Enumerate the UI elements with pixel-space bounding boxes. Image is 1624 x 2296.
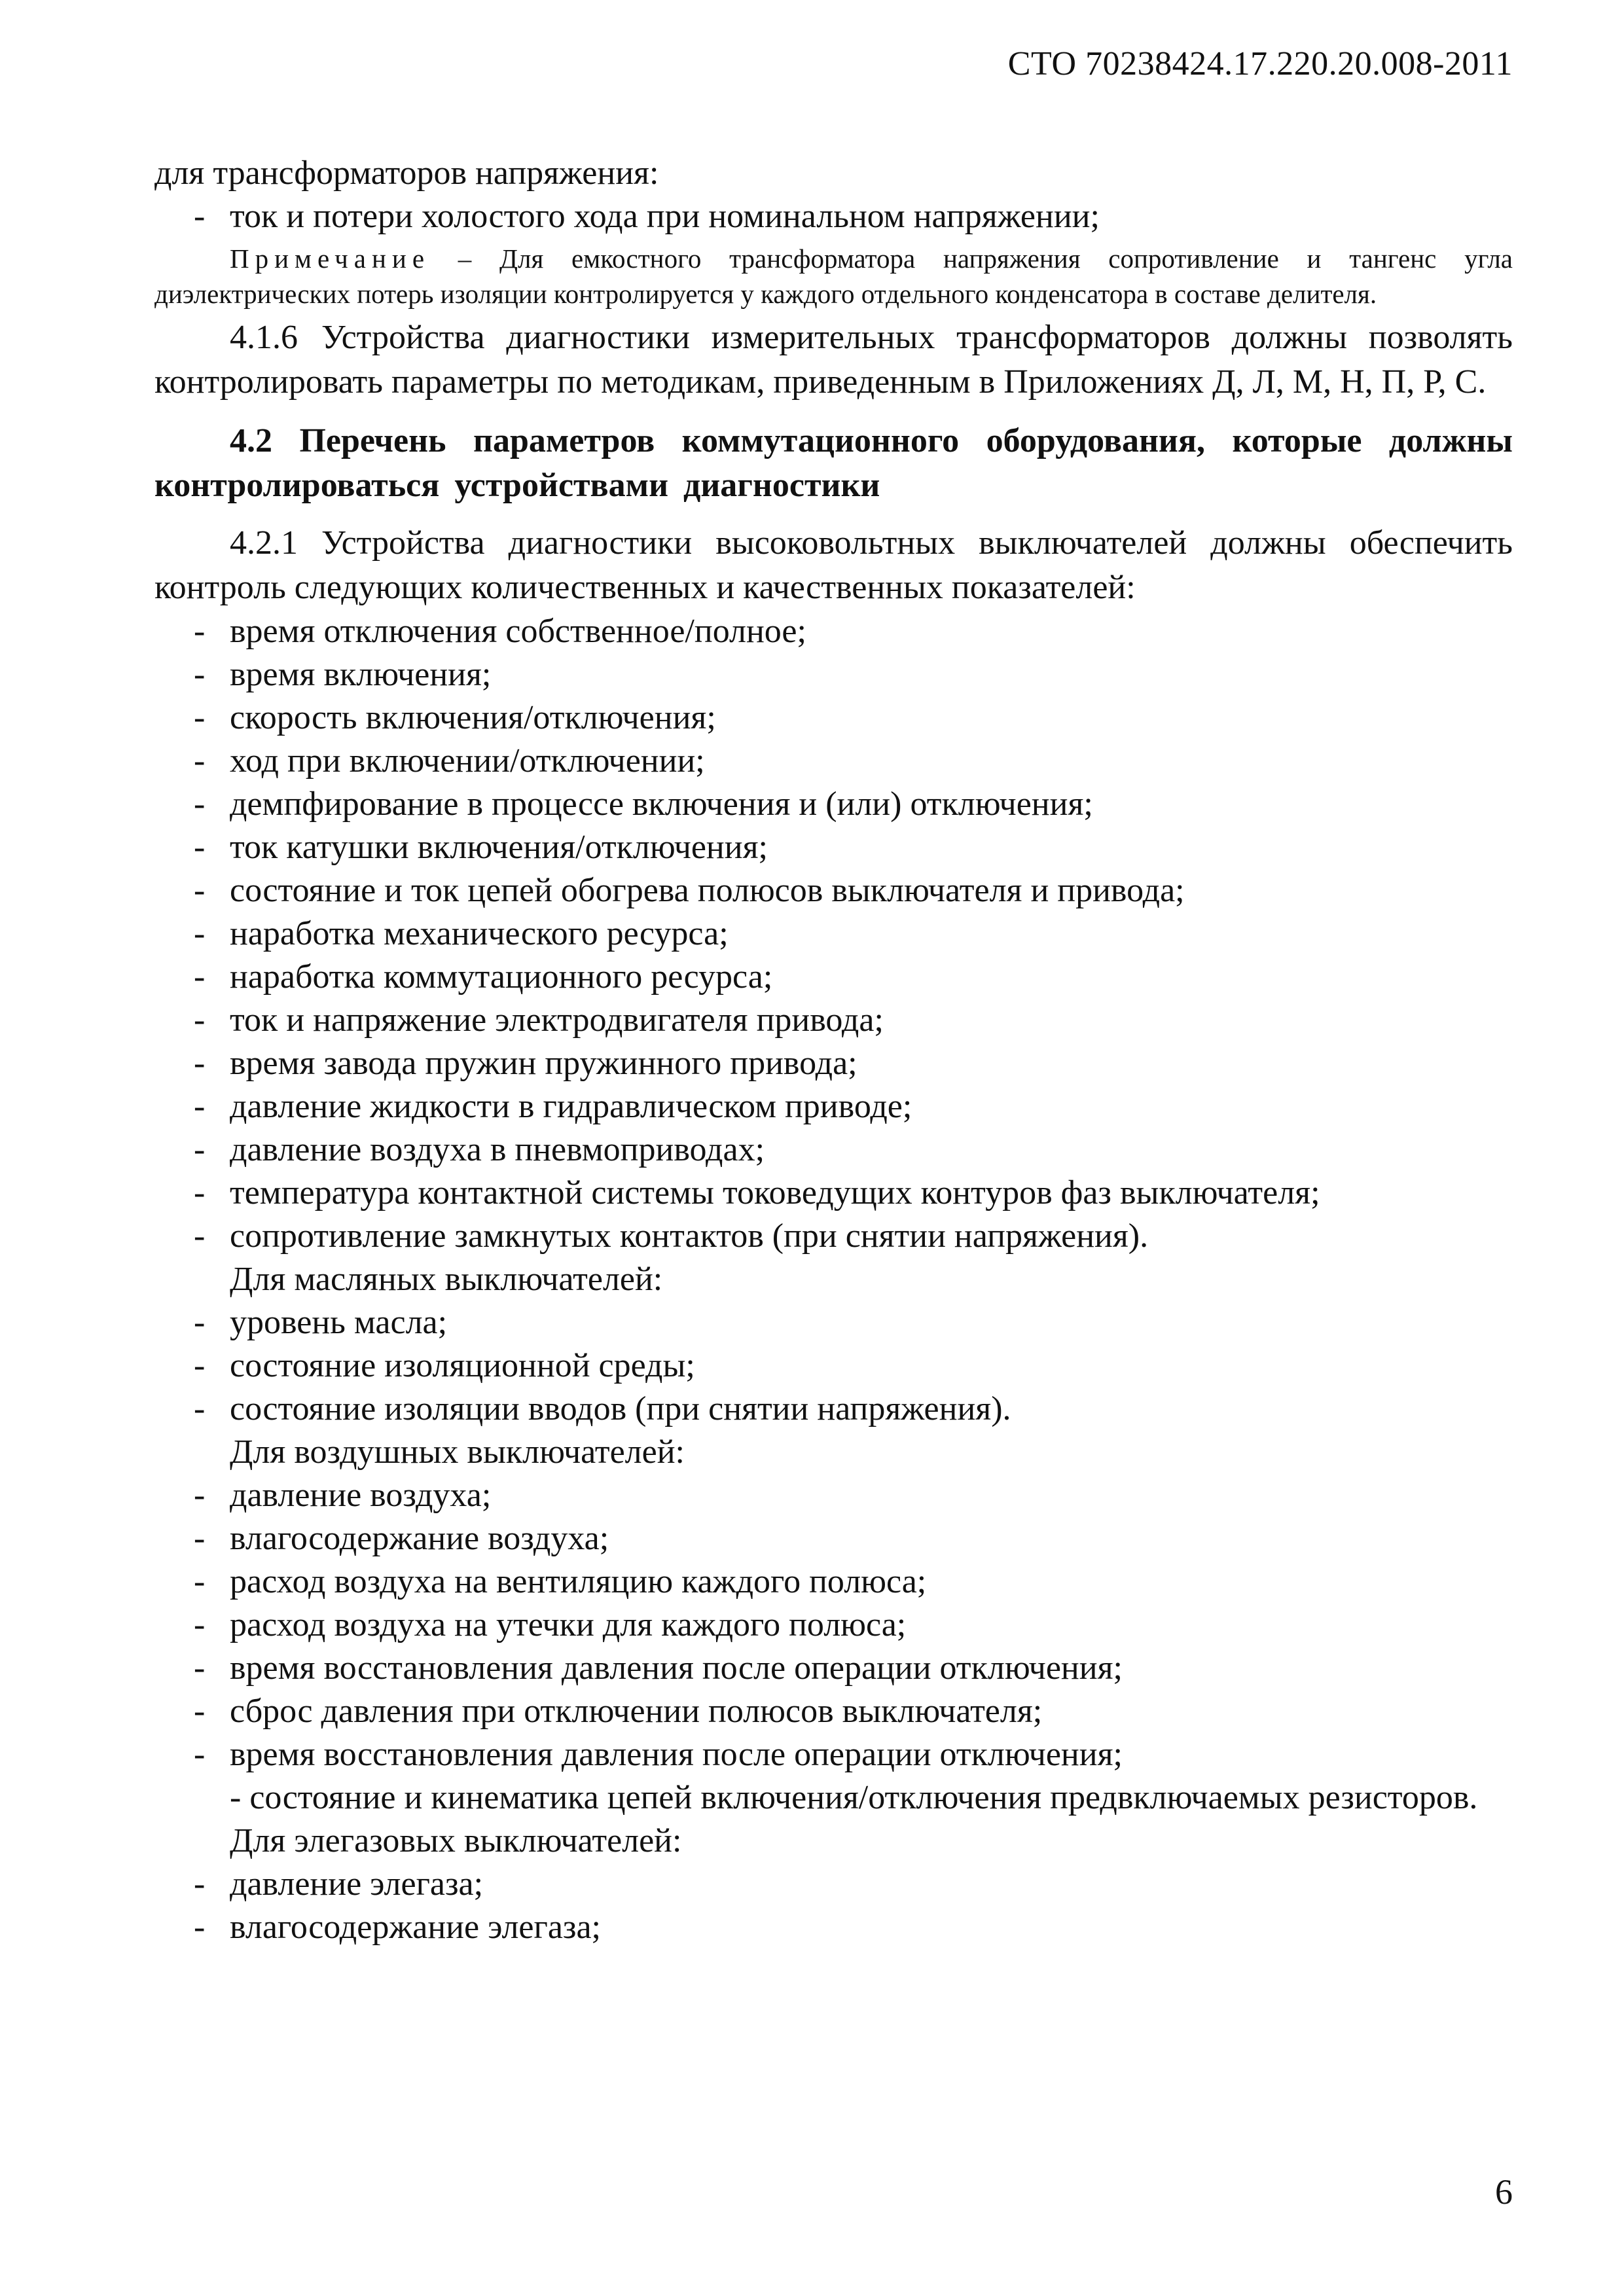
list-item: - уровень масла; bbox=[154, 1301, 1513, 1344]
air-breakers-last-item: - состояние и кинематика цепей включения/отключения предвключаемых резисторов. bbox=[230, 1779, 1478, 1816]
list-item: - время отключения собственное/полное; bbox=[154, 610, 1513, 653]
note-paragraph bbox=[154, 241, 1513, 312]
clause-text: Устройства диагностики измерительных трансформаторов должны позволять контролировать параметры по методикам, приведенным в Приложениях Д, Л, М, Н, П, Р, С. bbox=[154, 319, 1513, 401]
list-item: - ток и напряжение электродвигателя привода; bbox=[154, 999, 1513, 1042]
list-item: - время включения; bbox=[154, 653, 1513, 696]
list-item: - состояние и ток цепей обогрева полюсов выключателя и привода; bbox=[154, 869, 1513, 912]
list-item: - ток катушки включения/отключения; bbox=[154, 826, 1513, 869]
page-number: 6 bbox=[1495, 2172, 1513, 2212]
list-item: - сопротивление замкнутых контактов (при снятии напряжения). bbox=[154, 1215, 1513, 1258]
air-breakers-lead: Для воздушных выключателей: bbox=[230, 1433, 685, 1471]
air-breakers-list bbox=[154, 1474, 1513, 1776]
oil-breakers-lead: Для масляных выключателей: bbox=[230, 1261, 663, 1298]
list-item: - время восстановления давления после операции отключения; bbox=[154, 1647, 1513, 1690]
note-label: Примечание bbox=[230, 243, 431, 274]
clause-4-1-6 bbox=[154, 315, 1513, 404]
note-text: – Для емкостного трансформатора напряжения сопротивление и тангенс угла диэлектрических потерь изоляции контролируется у каждого отдельного конденсатора в составе делителя. bbox=[154, 243, 1513, 309]
oil-breakers-list bbox=[154, 1301, 1513, 1431]
list-item: - наработка механического ресурса; bbox=[154, 912, 1513, 956]
list-item: - давление элегаза; bbox=[154, 1863, 1513, 1906]
page-content bbox=[154, 152, 1513, 1949]
clause-number: 4.2.1 bbox=[230, 524, 298, 562]
list-item: - температура контактной системы токоведущих контуров фаз выключателя; bbox=[154, 1172, 1513, 1215]
list-item: - состояние изоляционной среды; bbox=[154, 1344, 1513, 1388]
clause-4-2-1 bbox=[154, 521, 1513, 610]
sf6-breakers-lead: Для элегазовых выключателей: bbox=[230, 1822, 682, 1859]
list-item: - состояние изоляции вводов (при снятии напряжения). bbox=[154, 1388, 1513, 1431]
list-item: - демпфирование в процессе включения и (или) отключения; bbox=[154, 783, 1513, 826]
clause-number: 4.1.6 bbox=[230, 319, 298, 356]
section-heading-4-2: 4.2 Перечень параметров коммутационного оборудования, которые должны контролироваться устройствами диагностики bbox=[154, 422, 1513, 504]
list-item: - время завода пружин пружинного привода; bbox=[154, 1042, 1513, 1085]
list-item: - влагосодержание элегаза; bbox=[154, 1906, 1513, 1949]
list-item: - расход воздуха на вентиляцию каждого полюса; bbox=[154, 1560, 1513, 1604]
breaker-parameters-list bbox=[154, 610, 1513, 1258]
voltage-transformers-list bbox=[154, 195, 1513, 238]
list-item: - давление жидкости в гидравлическом приводе; bbox=[154, 1085, 1513, 1128]
list-item: - сброс давления при отключении полюсов выключателя; bbox=[154, 1690, 1513, 1733]
clause-text: Устройства диагностики высоковольтных выключателей должны обеспечить контроль следующих количественных и качественных показателей: bbox=[154, 524, 1513, 606]
list-item: - давление воздуха в пневмоприводах; bbox=[154, 1128, 1513, 1172]
sf6-breakers-list bbox=[154, 1863, 1513, 1949]
list-item: - давление воздуха; bbox=[154, 1474, 1513, 1517]
list-item: - ход при включении/отключении; bbox=[154, 740, 1513, 783]
list-item: - наработка коммутационного ресурса; bbox=[154, 956, 1513, 999]
voltage-transformers-lead: для трансформаторов напряжения: bbox=[154, 154, 659, 192]
document-code: СТО 70238424.17.220.20.008-2011 bbox=[1007, 45, 1513, 82]
list-item: - время восстановления давления после операции отключения; bbox=[154, 1733, 1513, 1776]
list-item: - скорость включения/отключения; bbox=[154, 696, 1513, 740]
list-item: - ток и потери холостого хода при номинальном напряжении; bbox=[154, 195, 1513, 238]
list-item: - влагосодержание воздуха; bbox=[154, 1517, 1513, 1560]
list-item: - расход воздуха на утечки для каждого полюса; bbox=[154, 1604, 1513, 1647]
